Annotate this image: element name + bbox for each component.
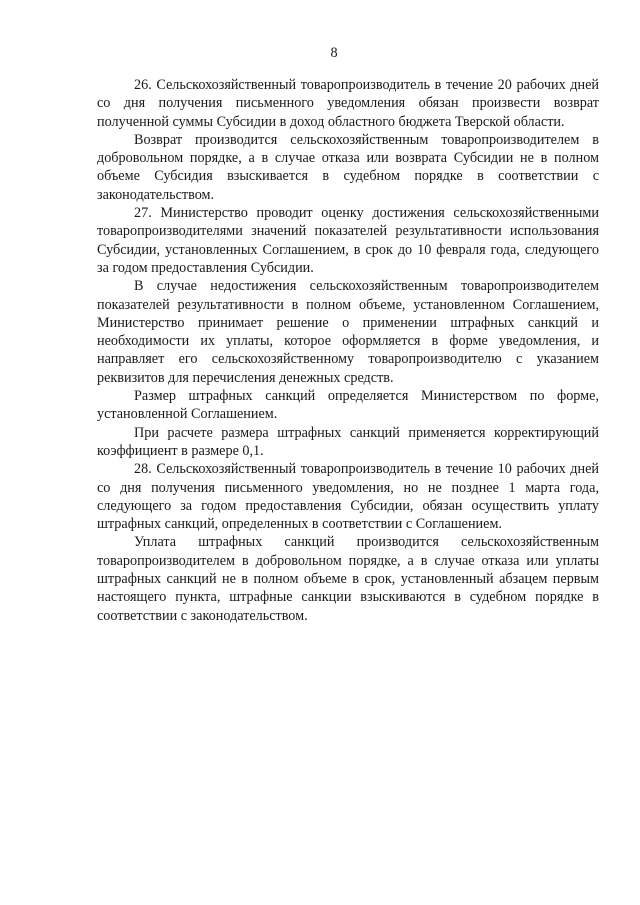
paragraph-27: 27. Министерство проводит оценку достижения сельскохозяйственными товаропроизводителями значений показателей результативности использования Субсидии, установленных Соглашением, в срок до 10 февраля года, следующего за годом предоставления Субсидии.: [97, 205, 599, 276]
document-body: [97, 76, 599, 625]
paragraph-penalty-amount: Размер штрафных санкций определяется Министерством по форме, установленной Соглашением.: [97, 388, 599, 423]
paragraph-28: 28. Сельскохозяйственный товаропроизводитель в течение 10 рабочих дней со дня получения письменного уведомления, но не позднее 1 марта года, следующего за годом предоставления Субсидии, обязан осуществить уплату штрафных санкций, определенных в соответствии с Соглашением.: [97, 461, 599, 533]
paragraph-26: 26. Сельскохозяйственный товаропроизводитель в течение 20 рабочих дней со дня получения письменного уведомления обязан произвести возврат полученной суммы Субсидии в доход областного бюджета Тверской области.: [97, 77, 599, 130]
paragraph-correction-coefficient: При расчете размера штрафных санкций применяется корректирующий коэффициент в размере 0,1.: [97, 424, 599, 459]
paragraph-penalty-payment: Уплата штрафных санкций производится сельскохозяйственным товаропроизводителем в добровольном порядке, а в случае отказа или уплаты штрафных санкций не в полном объеме в срок, установленный абзацем первым настоящего пункта, штрафные санкции взыскиваются в судебном порядке в соответствии с законодательством.: [97, 534, 599, 624]
paragraph-penalty-decision: В случае недостижения сельскохозяйственным товаропроизводителем показателей результативности в полном объеме, установленном Соглашением, Министерство принимает решение о применении штрафных санкций и необходимости их уплаты, которое оформляется в форме уведомления, и направляет его сельскохозяйственному товаропроизводителю с указанием реквизитов для перечисления денежных средств.: [97, 278, 599, 386]
paragraph-refund-procedure: Возврат производится сельскохозяйственным товаропроизводителем в добровольном порядке, а в случае отказа или возврата Субсидии не в полном объеме Субсидия взыскивается в судебном порядке в соответствии с законодательством.: [97, 131, 599, 203]
page-number: 8: [330, 45, 338, 61]
